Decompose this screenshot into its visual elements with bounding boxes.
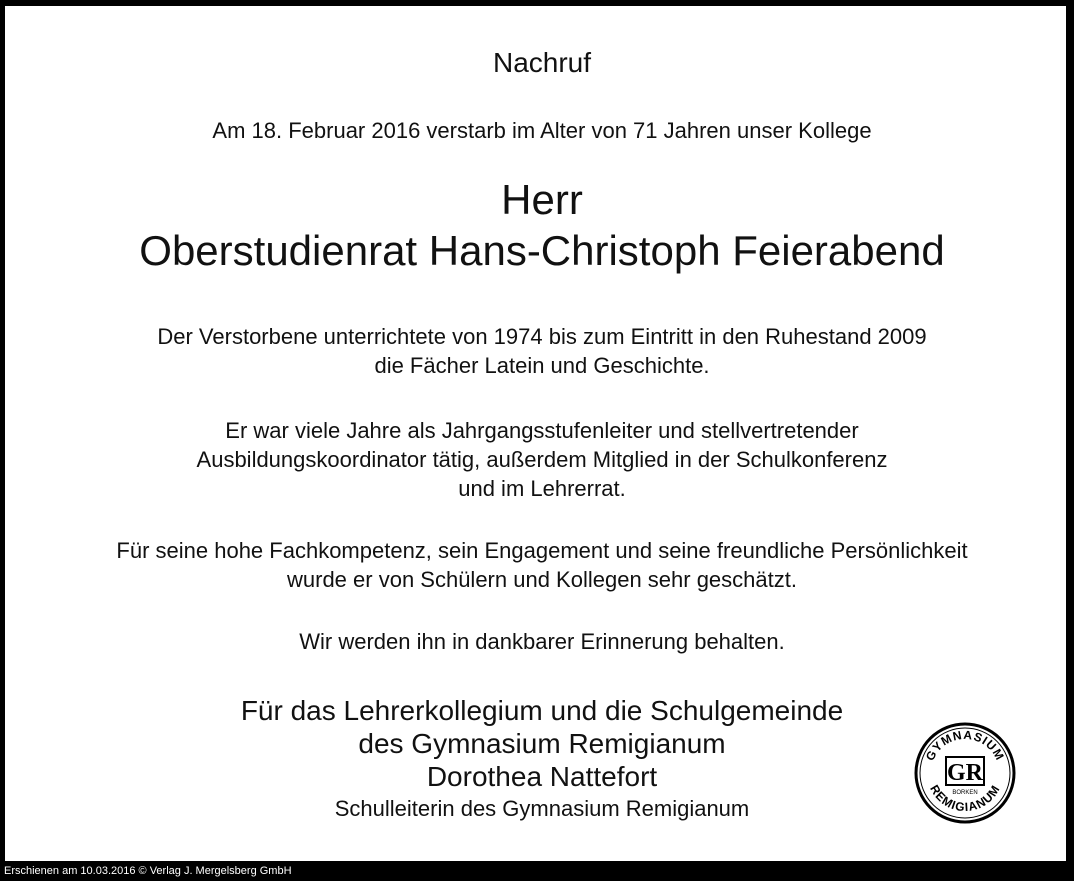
roles-line-1: Er war viele Jahre als Jahrgangsstufenleiter und stellvertretender bbox=[225, 418, 859, 443]
notice-heading: Nachruf bbox=[492, 47, 592, 78]
closing-line: Wir werden ihn in dankbarer Erinnerung behalten. bbox=[299, 629, 785, 654]
signer-name: Dorothea Nattefort bbox=[426, 761, 658, 792]
appreciation-paragraph bbox=[5, 536, 1074, 594]
honorific: Herr bbox=[501, 176, 583, 223]
roles-paragraph bbox=[5, 416, 1074, 503]
intro-line: Am 18. Februar 2016 verstarb im Alter von 71 Jahren unser Kollege bbox=[212, 118, 872, 143]
signer-role: Schulleiterin des Gymnasium Remigianum bbox=[334, 796, 750, 821]
career-line-1: Der Verstorbene unterrichtete von 1974 bis zum Eintritt in den Ruhestand 2009 bbox=[157, 324, 927, 349]
school-seal-icon bbox=[913, 721, 1017, 825]
career-paragraph bbox=[5, 322, 1074, 380]
signature-line-2: des Gymnasium Remigianum bbox=[358, 728, 726, 759]
roles-line-2: Ausbildungskoordinator tätig, außerdem Mitglied in der Schulkonferenz bbox=[196, 447, 888, 472]
publication-credit: Erschienen am 10.03.2016 © Verlag J. Mergelsberg GmbH bbox=[4, 865, 292, 877]
roles-line-3: und im Lehrerrat. bbox=[458, 476, 626, 501]
career-line-2: die Fächer Latein und Geschichte. bbox=[374, 353, 710, 378]
seal-monogram: GR bbox=[947, 760, 983, 786]
deceased-name: Oberstudienrat Hans-Christoph Feierabend bbox=[139, 227, 945, 274]
seal-top-text: GYMNASIUM bbox=[922, 727, 1008, 764]
publication-footer bbox=[0, 861, 1074, 881]
seal-small-text: BORKEN bbox=[952, 790, 978, 796]
appreciation-line-1: Für seine hohe Fachkompetenz, sein Engagement und seine freundliche Persönlichkeit bbox=[116, 538, 968, 563]
signature-line-1: Für das Lehrerkollegium und die Schulgemeinde bbox=[240, 695, 844, 726]
seal-bottom-text: REMIGIANUM bbox=[927, 782, 1003, 815]
appreciation-line-2: wurde er von Schülern und Kollegen sehr geschätzt. bbox=[287, 567, 797, 592]
